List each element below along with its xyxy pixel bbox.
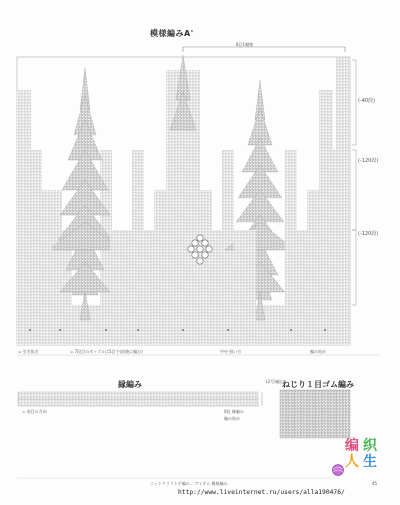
repeat-label: 8目1模様 (236, 42, 254, 47)
chart-title: 模様編みA' (150, 29, 194, 38)
logo-char-3: 人 (345, 454, 359, 470)
footer-caption: ニットクラフト手編み... アイテム 模様編み (150, 481, 228, 486)
rib-chart (280, 390, 350, 438)
border-note-2: 0段 縁編み (224, 409, 244, 414)
bottom-center-label: 中央 拾い方 (220, 349, 242, 354)
border-right-note: (2号)編む (266, 379, 284, 384)
rib-title: ねじり１目ゴム編み (282, 380, 354, 389)
logo-char-2: 织 (363, 438, 377, 454)
border-chart (18, 392, 262, 406)
source-url[interactable]: http://www.liveinternet.ru/users/alla190476/ (178, 489, 345, 496)
watermark-logo (333, 437, 393, 487)
border-note-1: = 表目の方向 (22, 409, 47, 414)
row-label-2: (-120段) (358, 158, 379, 164)
legend-bobble: = 7段目のボッブルは5目で(前後に編む) (70, 349, 143, 354)
row-brackets (352, 60, 356, 305)
row-label-1: (-40段) (358, 98, 376, 104)
page-number: 45 (372, 481, 378, 486)
logo-char-1: 编 (345, 438, 359, 454)
repeat-bracket (183, 47, 345, 52)
yarn-ball-icon (331, 463, 345, 477)
row-label-3: (-120段) (358, 231, 379, 237)
border-title: 縁編み (118, 380, 142, 389)
bottom-start-label: 編み始め (310, 349, 326, 354)
border-note-3: 編み始め (224, 416, 240, 421)
legend-slip: = 引き抜き (18, 349, 39, 354)
logo-char-4: 生 (363, 454, 377, 470)
